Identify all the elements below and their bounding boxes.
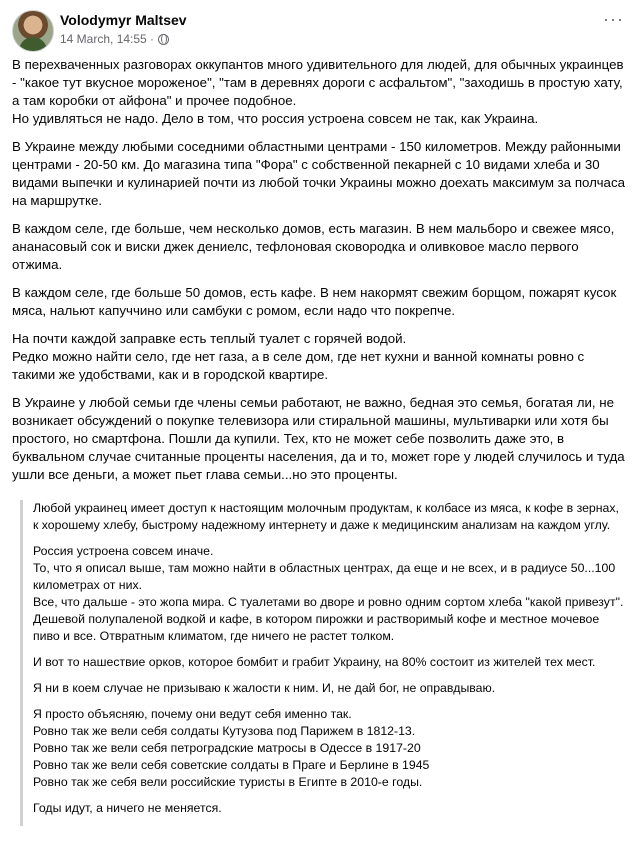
avatar-figure [19,37,47,52]
post-paragraph: В каждом селе, где больше 50 домов, есть кафе. В нем накормят свежим борщом, пожарят кусок мяса, нальют капуччино или самбуки с ромом, если надо что покрепче. [12,285,617,318]
quote-paragraph: Я просто объясняю, почему они ведут себя именно так. Ровно так же вели себя солдаты Кутузова под Парижем в 1812-13. Ровно так же вели себя петроградские матросы в Одессе в 1917-20 Ровно так же вели себя советские солдаты в Праге и Берлине в 1945 Ровно так же себя вели российские туристы в Египте в 2010-е годы. [33,707,430,789]
quote-paragraph: Любой украинец имеет доступ к настоящим молочным продуктам, к колбасе из мяса, к кофе в зернах, к хорошему хлебу, быстрому надежному интернету и даже к медицинским анализам на каждом углу. [33,501,619,532]
more-options-icon[interactable]: ··· [603,9,624,29]
quote-paragraph: Годы идут, а ничего не меняется. [33,801,222,815]
quote-paragraph: Россия устроена совсем иначе. То, что я описал выше, там можно найти в областных центрах, да еще и не всех, и в радиусе 50...100 километрах от них. Все, что дальше - это жопа мира. С туалетами во дворе и ровно одним сортом хлеба "какой привезут". Дешевой полупаленой водкой и кафе, в котором пирожки и растворимый кофе и местное мочевое пиво и все. Отвратным климатом, где ничего не растет толком. [33,544,624,643]
post-paragraph: В перехваченных разговорах оккупантов много удивительного для людей, для обычных украинцев - "какое тут вкусное мороженое", "там в деревнях дороги с асфальтом", "заходишь в простую хату, а там коробки от айфона" и прочее подобное. Но удивляться не надо. Дело в том, что россия устроена совсем не так, как Украина. [12,57,624,126]
post-body [12,56,628,494]
post-paragraph: В Украине у любой семьи где члены семьи работают, не важно, бедная это семья, богатая ли, не возникает обсуждений о покупке телевизора или стиральной машины, мультиварки или хотя бы простого, но смартфона. Пошли да купили. Тех, кто не может себе позволить даже это, в буквальном случае считанные проценты населения, да и то, может горе у людей случилось и туда ушли все деньги, а может пьет глава семьи...но это проценты. [12,395,625,482]
quote-paragraph: И вот то нашествие орков, которое бомбит и грабит Украину, на 80% состоит из жителей тех мест. [33,655,596,669]
author-avatar[interactable] [12,10,54,52]
quote-block [20,500,624,826]
post-timestamp[interactable]: 14 March, 14:55 · [60,32,155,46]
post-paragraph: В каждом селе, где больше, чем несколько домов, есть магазин. В нем мальборо и свежее мясо, ананасовый сок и виски джек дениелс, тефлоновая сковородка и оливковое масло первого отжима. [12,221,615,272]
post-meta [60,32,169,46]
quote-paragraph: Я ни в коем случае не призываю к жалости к ним. И, не дай бог, не оправдываю. [33,681,496,695]
post-paragraph: В Украине между любыми соседними областными центрами - 150 километров. Между районными центрами - 20-50 км. До магазина типа "Фора" с собственной пекарней с 10 видами хлеба и 30 видами выпечки и кулинарией почти из любой точки Украины можно доехать максимум за полчаса на маршрутке. [12,139,625,208]
post-header [12,10,628,54]
author-name[interactable]: Volodymyr Maltsev [60,12,187,28]
post-paragraph: На почти каждой заправке есть теплый туалет с горячей водой. Редко можно найти село, где нет газа, а в селе дом, где нет кухни и ванной комнаты ровно с такими же удобствами, как и в городской квартире. [12,331,585,382]
globe-icon[interactable] [158,34,169,45]
